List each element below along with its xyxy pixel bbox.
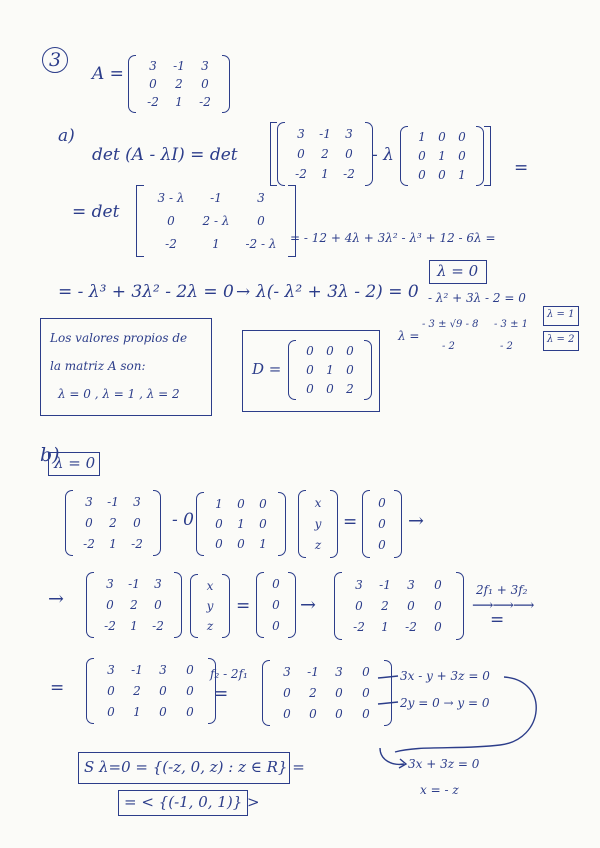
arrow-1: →: [236, 282, 251, 302]
vector-entry: z: [206, 618, 214, 633]
root-two: λ = 2: [547, 334, 575, 345]
matrix-cell: 0: [215, 536, 223, 551]
matrix-cell: 3: [159, 663, 167, 678]
matrix-cell: -1: [307, 665, 319, 680]
matrix-cell: 0: [283, 706, 291, 721]
arrow-b3: →: [300, 594, 316, 616]
det-line-1: det (A - λI) = det: [92, 145, 238, 165]
matrix-cell: 1: [381, 620, 389, 635]
vector-entry: 0: [272, 618, 280, 633]
matrix-cell: 0: [326, 381, 334, 396]
matrix-cell: 0: [237, 536, 245, 551]
matrix-cell: 0: [335, 685, 343, 700]
quadratic-mid-denominator: - 2: [500, 341, 513, 352]
matrix-cell: 0: [215, 516, 223, 531]
matrix-cell: 3: [85, 495, 93, 510]
matrix-cell: 0: [346, 344, 354, 359]
matrix-cell: 3: [257, 191, 265, 206]
matrix-cell: -2: [405, 620, 417, 635]
matrix-cell: 0: [434, 598, 442, 613]
row-op-1-arrow: ⟶⟶⟶: [472, 596, 534, 614]
matrix-cell: 3: [407, 577, 415, 592]
vector-entry: 0: [272, 577, 280, 592]
matrix-cell: 0: [85, 515, 93, 530]
equals-b1: =: [343, 512, 358, 532]
equals-b2: =: [236, 596, 251, 616]
matrix-cell: 0: [107, 683, 115, 698]
matrix-cell: 1: [458, 167, 466, 182]
equals-b5: =: [214, 684, 229, 704]
matrix-cell: 0: [418, 167, 426, 182]
matrix-cell: -1: [131, 663, 143, 678]
quadratic-mid-numerator: - 3 ± 1: [494, 319, 529, 330]
matrix-cell: 2: [309, 685, 317, 700]
matrix-cell: 0: [106, 597, 114, 612]
matrix-cell: 0: [107, 704, 115, 719]
matrix-cell: 0: [306, 381, 314, 396]
equals-b4: =: [50, 678, 65, 698]
matrix-cell: 3: [154, 577, 162, 592]
equals-sign: =: [514, 158, 529, 178]
matrix-cell: 3: [201, 58, 209, 73]
matrix-cell: 0: [362, 665, 370, 680]
subspace-set: S λ=0 = {(-z, 0, z) : z ∈ R} =: [84, 758, 305, 776]
matrix-cell: 0: [297, 146, 305, 161]
matrix-cell: -2 - λ: [245, 236, 277, 251]
matrix-cell: -2: [104, 618, 116, 633]
matrix-cell: 2: [130, 597, 138, 612]
matrix-cell: 0: [154, 597, 162, 612]
vector-entry: z: [314, 538, 322, 553]
matrix-cell: 3: [335, 665, 343, 680]
matrix-cell: 3: [107, 663, 115, 678]
matrix-cell: -2: [131, 536, 143, 551]
matrix-cell: 2: [381, 598, 389, 613]
matrix-cell: 0: [149, 76, 157, 91]
matrix-cell: 1: [130, 618, 138, 633]
matrix-cell: -2: [353, 620, 365, 635]
matrix-cell: 0: [186, 704, 194, 719]
matrix-cell: 3: [283, 665, 291, 680]
quadratic-equation: - λ² + 3λ - 2 = 0: [428, 291, 526, 305]
matrix-cell: -1: [128, 577, 140, 592]
matrix-cell: 2: [346, 381, 354, 396]
matrix-cell: -1: [319, 126, 331, 141]
matrix-cell: -1: [173, 58, 185, 73]
matrix-cell: 0: [458, 130, 466, 145]
matrix-cell: 2 - λ: [202, 213, 230, 228]
det-line-2: = det: [72, 202, 120, 222]
matrix-cell: 0: [283, 685, 291, 700]
quadratic-formula-denominator: - 2: [442, 341, 455, 352]
minus-lambda: - λ: [372, 145, 394, 165]
matrix-cell: 3: [355, 577, 363, 592]
lambda-equals: λ =: [398, 329, 420, 343]
equation-4: x = - z: [420, 783, 459, 797]
vector-entry: 0: [272, 597, 280, 612]
matrix-cell: 1: [326, 362, 334, 377]
equals-b3: =: [490, 610, 505, 630]
matrix-cell: -1: [107, 495, 119, 510]
matrix-cell: 0: [345, 146, 353, 161]
part-a-label: a): [58, 126, 75, 146]
matrix-cell: 0: [159, 704, 167, 719]
equation-2: 2y = 0 → y = 0: [400, 696, 490, 710]
matrix-cell: 1: [237, 516, 245, 531]
matrix-cell: 1: [418, 130, 426, 145]
characteristic-polynomial: = - λ³ + 3λ² - 2λ = 0: [58, 282, 234, 302]
matrix-cell: 0: [434, 577, 442, 592]
summary-line-1: Los valores propios de: [50, 331, 188, 345]
matrix-cell: 0: [259, 496, 267, 511]
matrix-cell: 2: [175, 76, 183, 91]
matrix-cell: 0: [186, 683, 194, 698]
part-b-label: b): [40, 444, 60, 466]
matrix-cell: 0: [133, 515, 141, 530]
matrix-a-label: A =: [92, 64, 124, 84]
matrix-cell: 0: [306, 362, 314, 377]
summary-line-2: la matriz A son:: [50, 359, 146, 373]
matrix-cell: -2: [343, 166, 355, 181]
matrix-cell: 1: [109, 536, 117, 551]
matrix-cell: 0: [407, 598, 415, 613]
vector-entry: y: [314, 516, 322, 531]
minus-zero: - 0: [172, 510, 194, 530]
subspace-span: = < {(-1, 0, 1)} >: [124, 793, 260, 811]
matrix-cell: -2: [165, 236, 177, 251]
matrix-cell: 1: [175, 94, 183, 109]
matrix-cell: 3: [106, 577, 114, 592]
row-op-2: f₂ - 2f₁: [210, 667, 248, 681]
matrix-cell: -2: [83, 536, 95, 551]
matrix-cell: 0: [362, 685, 370, 700]
row-op-1: 2f₁ + 3f₂: [476, 583, 528, 597]
matrix-cell: 0: [309, 706, 317, 721]
matrix-cell: 1: [212, 236, 220, 251]
matrix-cell: 1: [438, 148, 446, 163]
matrix-cell: -1: [210, 191, 222, 206]
vector-entry: y: [206, 598, 214, 613]
vector-entry: 0: [378, 538, 386, 553]
matrix-cell: -2: [295, 166, 307, 181]
matrix-cell: -1: [379, 577, 391, 592]
matrix-cell: 0: [259, 516, 267, 531]
vector-entry: 0: [378, 495, 386, 510]
root-one: λ = 1: [547, 309, 575, 320]
matrix-cell: 2: [133, 683, 141, 698]
matrix-cell: 0: [438, 130, 446, 145]
matrix-cell: 0: [418, 148, 426, 163]
matrix-cell: 0: [306, 344, 314, 359]
matrix-cell: 1: [133, 704, 141, 719]
matrix-cell: 0: [355, 598, 363, 613]
vector-entry: x: [206, 578, 214, 593]
arrow-b2: →: [48, 588, 64, 610]
matrix-cell: 0: [237, 496, 245, 511]
matrix-cell: -2: [152, 618, 164, 633]
matrix-cell: 3: [133, 495, 141, 510]
matrix-cell: 0: [326, 344, 334, 359]
matrix-cell: 3: [297, 126, 305, 141]
matrix-cell: 0: [335, 706, 343, 721]
factored-polynomial: λ(- λ² + 3λ - 2) = 0: [256, 282, 419, 302]
vector-entry: x: [314, 495, 322, 510]
root-zero: λ = 0: [437, 262, 479, 280]
matrix-cell: 0: [201, 76, 209, 91]
matrix-cell: 0: [186, 663, 194, 678]
equation-3: 3x + 3z = 0: [408, 757, 480, 771]
d-label: D =: [252, 360, 282, 378]
matrix-cell: 0: [434, 620, 442, 635]
matrix-cell: 1: [215, 496, 223, 511]
matrix-cell: 3: [345, 126, 353, 141]
matrix-cell: 0: [257, 213, 265, 228]
matrix-cell: 0: [458, 148, 466, 163]
equation-1: 3x - y + 3z = 0: [400, 669, 490, 683]
matrix-cell: 1: [321, 166, 329, 181]
matrix-cell: 3 - λ: [157, 191, 185, 206]
matrix-cell: -2: [199, 94, 211, 109]
summary-line-3: λ = 0 , λ = 1 , λ = 2: [58, 387, 180, 401]
matrix-cell: 0: [167, 213, 175, 228]
matrix-cell: 0: [159, 683, 167, 698]
matrix-cell: 2: [109, 515, 117, 530]
matrix-cell: 2: [321, 146, 329, 161]
matrix-cell: 0: [362, 706, 370, 721]
arrow-b1: →: [408, 510, 424, 532]
det-expansion: = - 12 + 4λ + 3λ² - λ³ + 12 - 6λ =: [290, 231, 496, 245]
vector-entry: 0: [378, 516, 386, 531]
matrix-cell: -2: [147, 94, 159, 109]
matrix-cell: 3: [149, 58, 157, 73]
matrix-cell: 0: [346, 362, 354, 377]
quadratic-formula-numerator: - 3 ± √9 - 8: [422, 319, 479, 330]
case-lambda-zero: λ = 0: [54, 454, 96, 472]
matrix-cell: 0: [438, 167, 446, 182]
matrix-cell: 1: [259, 536, 267, 551]
problem-number: 3: [42, 47, 68, 73]
